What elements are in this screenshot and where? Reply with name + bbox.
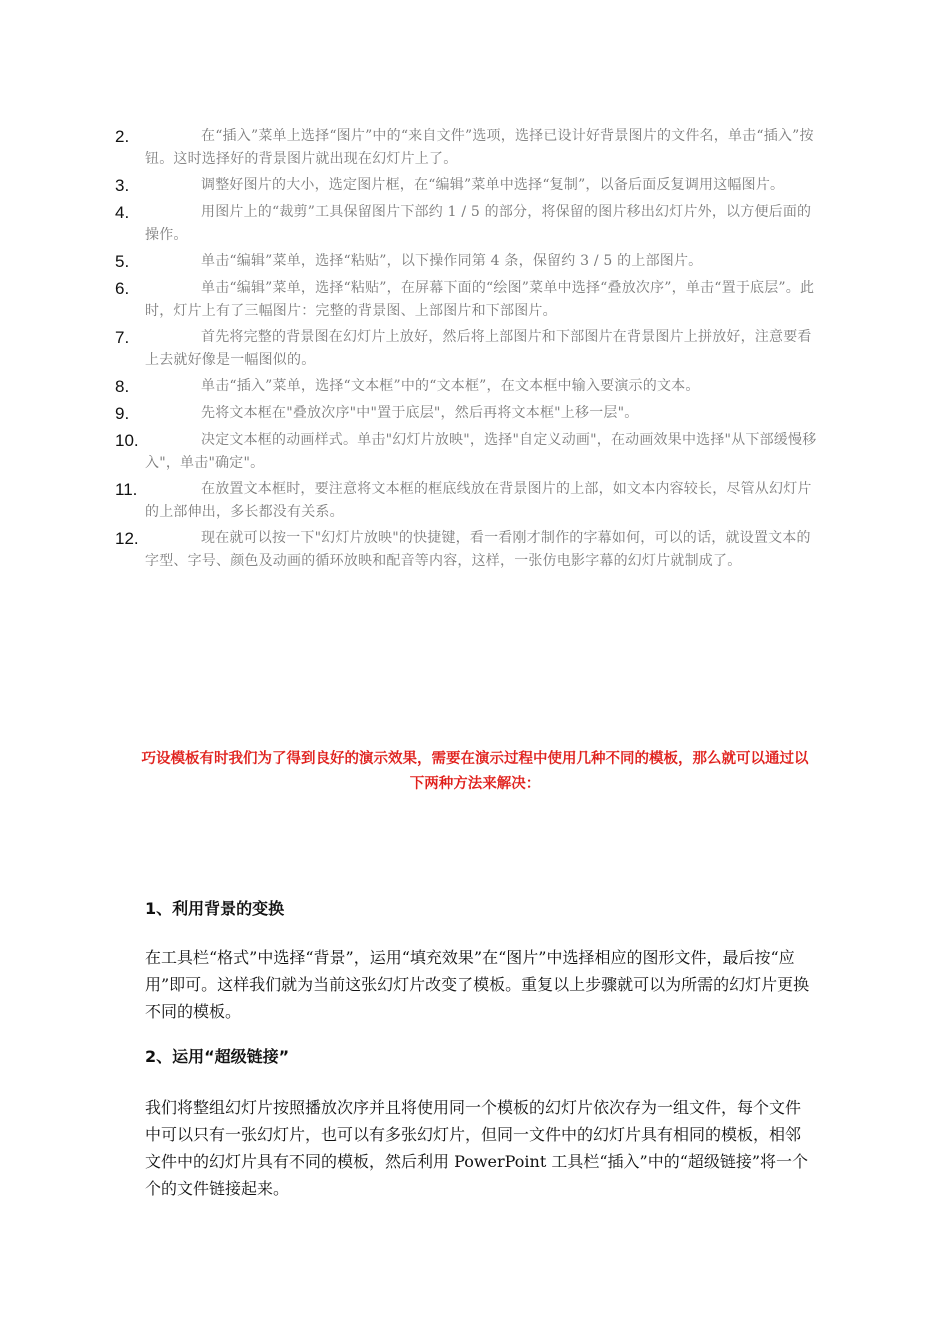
list-item [115, 277, 820, 323]
list-item [115, 527, 820, 573]
list-item [115, 201, 820, 247]
list-item-number: 10. [115, 431, 139, 450]
list-item [115, 326, 820, 372]
list-item [115, 429, 820, 475]
list-item-text: 单击“编辑”菜单，选择“粘贴”，在屏幕下面的“绘图”菜单中选择“叠放次序”，单击“置于底层”。此时，灯片上有了三幅图片：完整的背景图、上部图片和下部图片。 [145, 280, 815, 319]
list-item-number: 6. [115, 279, 130, 298]
list-item-text: 首先将完整的背景图在幻灯片上放好，然后将上部图片和下部图片在背景图片上拼放好，注意要看上去就好像是一幅图似的。 [145, 329, 812, 368]
list-item-number: 4. [115, 203, 130, 222]
section-body-hyperlink: 我们将整组幻灯片按照播放次序并且将使用同一个模板的幻灯片依次存为一组文件，每个文件中可以只有一张幻灯片，也可以有多张幻灯片，但同一文件中的幻灯片具有相同的模板，相邻文件中的幻灯片具有不同的模板，然后利用 PowerPoint 工具栏“插入”中的“超级链接”将一个个的文件链接起来。 [145, 1098, 809, 1198]
list-item-text: 单击“编辑”菜单，选择“粘贴”，以下操作同第 4 条，保留约 3 / 5 的上部图片。 [201, 253, 703, 269]
list-item-text: 决定文本框的动画样式。单击"幻灯片放映"，选择"自定义动画"，在动画效果中选择"从下部缓慢移入"，单击"确定"。 [145, 432, 817, 471]
list-item-text: 用图片上的“裁剪”工具保留图片下部约 1 / 5 的部分，将保留的图片移出幻灯片外，以方便后面的操作。 [145, 204, 812, 243]
list-item-number: 11. [115, 480, 138, 499]
list-item-text: 现在就可以按一下"幻灯片放映"的快捷键，看一看刚才制作的字幕如何，可以的话，就设置文本的字型、字号、颜色及动画的循环放映和配音等内容，这样，一张仿电影字幕的幻灯片就制成了。 [145, 530, 811, 569]
list-item-number: 9. [115, 404, 130, 423]
list-item-number: 8. [115, 377, 130, 396]
list-item [115, 125, 820, 171]
section-heading-hyperlink: 2、运用“超级链接” [145, 1047, 290, 1066]
numbered-steps-list [115, 125, 820, 576]
list-item-number: 3. [115, 176, 130, 195]
list-item-number: 12. [115, 529, 139, 548]
list-item-text: 单击“插入”菜单，选择“文本框”中的“文本框”，在文本框中输入要演示的文本。 [201, 378, 700, 394]
list-item-number: 5. [115, 252, 130, 271]
list-item-text: 调整好图片的大小，选定图片框，在“编辑”菜单中选择“复制”，以备后面反复调用这幅图片。 [201, 177, 785, 193]
list-item-number: 2. [115, 127, 130, 146]
list-item-number: 7. [115, 328, 130, 347]
list-item [115, 174, 820, 198]
highlighted-title: 巧设模板有时我们为了得到良好的演示效果，需要在演示过程中使用几种不同的模板，那么就可以通过以下两种方法来解决： [141, 751, 809, 792]
list-item-text: 在放置文本框时，要注意将文本框的框底线放在背景图片的上部，如文本内容较长，尽管从幻灯片的上部伸出，多长都没有关系。 [145, 481, 812, 520]
list-item-text: 先将文本框在"叠放次序"中"置于底层"，然后再将文本框"上移一层"。 [201, 405, 639, 421]
list-item [115, 478, 820, 524]
list-item [115, 375, 820, 399]
list-item-text: 在“插入”菜单上选择“图片”中的“来自文件”选项，选择已设计好背景图片的文件名，单击“插入”按钮。这时选择好的背景图片就出现在幻灯片上了。 [145, 128, 814, 167]
section-body-background: 在工具栏“格式”中选择“背景”，运用“填充效果”在“图片”中选择相应的图形文件，最后按“应用”即可。这样我们就为当前这张幻灯片改变了模板。重复以上步骤就可以为所需的幻灯片更换不同的模板。 [145, 948, 810, 1021]
section-heading-background: 1、利用背景的变换 [145, 899, 285, 918]
list-item [115, 250, 820, 274]
list-item [115, 402, 820, 426]
